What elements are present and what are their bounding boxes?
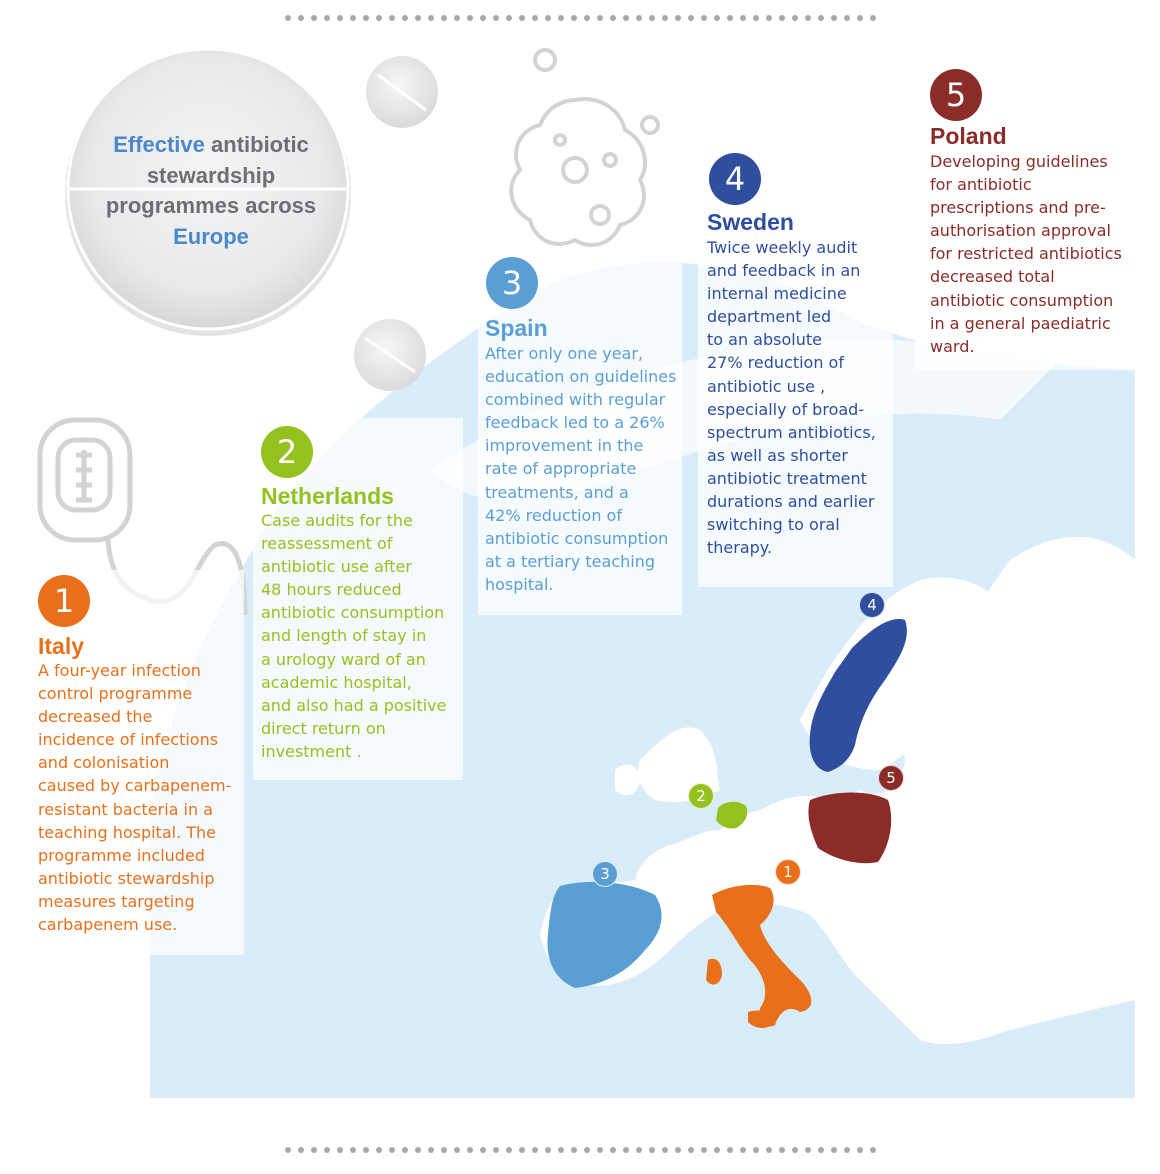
divider-dot <box>571 1147 577 1153</box>
divider-dot <box>818 1147 824 1153</box>
divider-dot <box>506 1147 512 1153</box>
pill-icon <box>366 56 438 128</box>
number-badge-netherlands: 2 <box>261 426 313 478</box>
divider-dot <box>714 1147 720 1153</box>
divider-dot <box>779 1147 785 1153</box>
country-title-sweden: Sweden <box>707 209 794 235</box>
divider-dot <box>415 1147 421 1153</box>
bottom-dotted-divider <box>285 1147 885 1155</box>
divider-dot <box>675 1147 681 1153</box>
divider-dot <box>597 1147 603 1153</box>
divider-dot <box>454 1147 460 1153</box>
divider-dot <box>584 1147 590 1153</box>
divider-dot <box>831 1147 837 1153</box>
divider-dot <box>688 1147 694 1153</box>
title-highlight: Europe <box>173 223 249 249</box>
divider-dot <box>441 1147 447 1153</box>
country-title-netherlands: Netherlands <box>261 483 394 509</box>
divider-dot <box>376 1147 382 1153</box>
divider-dot <box>532 1147 538 1153</box>
map-pin-poland: 5 <box>878 765 904 791</box>
country-title-italy: Italy <box>38 633 85 659</box>
divider-dot <box>870 1147 876 1153</box>
programme-text-spain: After only one year, education on guidelines combined with regular feedback led to a 26% improvement in the rate of appropriate treatments, and a 42% reduction of antibiotic consumption at a tertiary teaching hospital. <box>485 344 677 594</box>
country-title-poland: Poland <box>930 123 1007 149</box>
divider-dot <box>740 1147 746 1153</box>
divider-dot <box>792 1147 798 1153</box>
divider-dot <box>298 1147 304 1153</box>
divider-dot <box>844 1147 850 1153</box>
number-badge-italy: 1 <box>38 575 90 627</box>
divider-dot <box>727 1147 733 1153</box>
divider-dot <box>337 1147 343 1153</box>
map-pin-italy: 1 <box>775 859 801 885</box>
number-badge-spain: 3 <box>486 257 538 309</box>
divider-dot <box>623 1147 629 1153</box>
divider-dot <box>649 1147 655 1153</box>
divider-dot <box>324 1147 330 1153</box>
page-title <box>96 130 326 252</box>
divider-dot <box>285 1147 291 1153</box>
divider-dot <box>311 1147 317 1153</box>
title-highlight: Effective <box>113 132 205 157</box>
divider-dot <box>493 1147 499 1153</box>
divider-dot <box>402 1147 408 1153</box>
number-badge-sweden: 4 <box>709 153 761 205</box>
divider-dot <box>480 1147 486 1153</box>
divider-dot <box>805 1147 811 1153</box>
divider-dot <box>766 1147 772 1153</box>
programme-text-netherlands: Case audits for the reassessment of antibiotic use after 48 hours reduced antibiotic consumption and length of stay in a urology ward of an academic hospital, and also had a positive direct return on investment . <box>261 511 447 761</box>
virus-icon <box>511 50 658 245</box>
divider-dot <box>753 1147 759 1153</box>
map-pin-spain: 3 <box>592 861 618 887</box>
programme-text-italy: A four-year infection control programme decreased the incidence of infections and colonisation caused by carbapenem- resistant bacteria in a teaching hospital. The programme included antibiotic stewardship measures targeting carbapenem use. <box>38 661 232 935</box>
title-text: antibiotic stewardship programmes across <box>105 132 317 218</box>
programme-text-poland: Developing guidelines for antibiotic prescriptions and pre- authorisation approval for restricted antibiotics decreased total antibiotic consumption in a general paediatric ward. <box>930 152 1122 356</box>
divider-dot <box>350 1147 356 1153</box>
map-pin-netherlands: 2 <box>688 783 714 809</box>
divider-dot <box>545 1147 551 1153</box>
divider-dot <box>363 1147 369 1153</box>
divider-dot <box>428 1147 434 1153</box>
divider-dot <box>389 1147 395 1153</box>
divider-dot <box>636 1147 642 1153</box>
divider-dot <box>610 1147 616 1153</box>
divider-dot <box>857 1147 863 1153</box>
divider-dot <box>467 1147 473 1153</box>
divider-dot <box>558 1147 564 1153</box>
country-title-spain: Spain <box>485 315 548 341</box>
divider-dot <box>662 1147 668 1153</box>
programme-text-sweden: Twice weekly audit and feedback in an internal medicine department led to an absolute 27% reduction of antibiotic use , especially of broad- spectrum antibiotics, as well as shorter antibiotic treatment durations and earlier switching to oral therapy. <box>707 238 876 558</box>
divider-dot <box>519 1147 525 1153</box>
pill-icon <box>354 319 426 391</box>
divider-dot <box>701 1147 707 1153</box>
map-pin-sweden: 4 <box>859 592 885 618</box>
number-badge-poland: 5 <box>930 69 982 121</box>
